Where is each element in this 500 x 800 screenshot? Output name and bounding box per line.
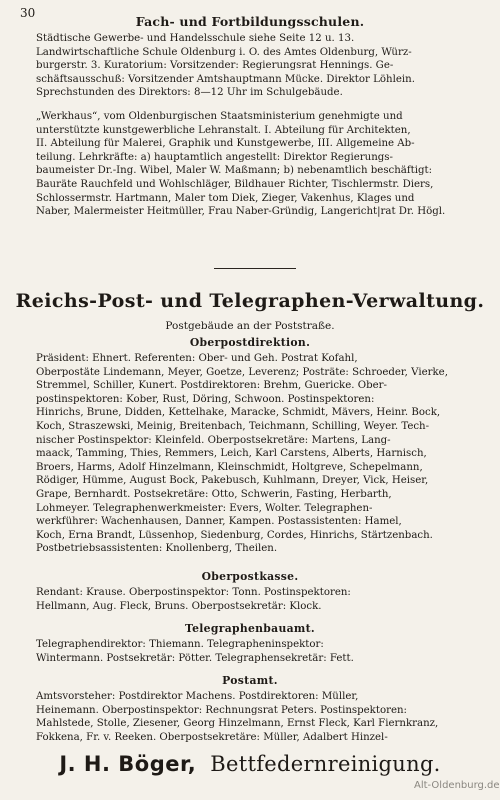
- text-line: Postbetriebsassistenten: Knollenberg, Theilen.: [36, 543, 278, 555]
- oberpostdirektion-text: [36, 352, 480, 556]
- text-line: Oberpostäte Lindemann, Meyer, Goetze, Leverenz; Posträte: Schroeder, Vierke,: [36, 366, 448, 378]
- text-line: schäftsausschuß: Vorsitzender Amtshauptmann Mücke. Direktor Löhlein.: [36, 73, 415, 85]
- telegraphenbauamt-text: [36, 638, 480, 665]
- text-line: Naber, Malermeister Heitmüller, Frau Naber-Gründig, Langericht|rat Dr. Högl.: [36, 206, 446, 218]
- text-line: Landwirtschaftliche Schule Oldenburg i. O. des Amtes Oldenburg, Würz-: [36, 46, 412, 58]
- text-line: Rendant: Krause. Oberpostinspektor: Tonn. Postinspektoren:: [36, 587, 351, 598]
- oberpostkasse-heading: Oberpostkasse.: [201, 570, 299, 583]
- advertisement-text: Bettfedernreinigung.: [210, 752, 441, 776]
- oberpostkasse-text: [36, 586, 480, 613]
- text-line: maack, Tamming, Thies, Remmers, Leich, Karl Carstens, Alberts, Harnisch,: [36, 448, 427, 460]
- advertiser-name: J. H. Böger,: [59, 752, 197, 776]
- section-divider: [214, 268, 296, 269]
- text-line: teilung. Lehrkräfte: a) hauptamtlich angestellt: Direktor Regierungs-: [36, 151, 393, 163]
- text-line: Lohmeyer. Telegraphenwerkmeister: Evers, Wolter. Telegraphen-: [36, 502, 373, 514]
- text-line: nischer Postinspektor: Kleinfeld. Oberpostsekretäre: Martens, Lang-: [36, 434, 391, 446]
- text-line: burgerstr. 3. Kuratorium: Vorsitzender: Regierungsrat Hennings. Ge-: [36, 60, 394, 72]
- text-line: Koch, Straszewski, Meinig, Breitenbach, Teichmann, Schilling, Weyer. Tech-: [36, 420, 430, 432]
- text-line: Stremmel, Schiller, Kunert. Postdirektoren: Brehm, Guericke. Ober-: [36, 380, 387, 392]
- advertisement: [0, 752, 500, 776]
- text-line: Mahlstede, Stolle, Ziesener, Georg Hinzelmann, Ernst Fleck, Karl Fiernkranz,: [36, 718, 439, 730]
- text-line: Hellmann, Aug. Fleck, Bruns. Oberpostsekretär: Klock.: [36, 600, 322, 612]
- text-line: Telegraphendirektor: Thiemann. Telegrapheninspektor:: [36, 639, 324, 650]
- text-line: Sprechstunden des Direktors: 8—12 Uhr im Schulgebäude.: [36, 87, 343, 99]
- oberpostdirektion-heading: Oberpostdirektion.: [189, 336, 311, 349]
- text-line: unterstützte kunstgewerbliche Lehranstalt. I. Abteilung für Architekten,: [36, 124, 411, 136]
- watermark: Alt-Oldenburg.de: [414, 780, 500, 791]
- text-line: baumeister Dr.-Ing. Wibel, Maler W. Maßmann; b) nebenamtlich beschäftigt:: [36, 165, 433, 177]
- text-line: Schlossermstr. Hartmann, Maler tom Diek, Zieger, Vakenhus, Klages und: [36, 192, 415, 204]
- text-line: Koch, Erna Brandt, Lüssenhop, Siedenburg, Cordes, Hinrichs, Stärtzenbach.: [36, 529, 433, 541]
- postamt-text: [36, 690, 480, 744]
- text-line: Bauräte Rauchfeld und Wohlschläger, Bildhauer Richter, Tischlermstr. Diers,: [36, 178, 434, 190]
- post-location: Postgebäude an der Poststraße.: [165, 320, 335, 332]
- text-line: Rödiger, Hümme, August Bock, Pakebusch, Kuhlmann, Dreyer, Vick, Heiser,: [36, 475, 429, 487]
- text-line: Amtsvorsteher: Postdirektor Machens. Postdirektoren: Müller,: [36, 691, 359, 702]
- school-section-heading: Fach- und Fortbildungsschulen.: [135, 14, 365, 29]
- school-paragraph-1: [36, 32, 480, 100]
- telegraphenbauamt-heading: Telegraphenbauamt.: [185, 622, 315, 635]
- text-line: II. Abteilung für Malerei, Graphik und Kunstgewerbe, III. Allgemeine Ab-: [36, 138, 415, 150]
- text-line: Präsident: Ehnert. Referenten: Ober- und Geh. Postrat Kofahl,: [36, 353, 358, 364]
- text-line: Städtische Gewerbe- und Handelsschule siehe Seite 12 u. 13.: [36, 33, 355, 44]
- post-section-heading: Reichs-Post- und Telegraphen-Verwaltung.: [15, 290, 485, 312]
- postamt-heading: Postamt.: [222, 674, 278, 687]
- text-line: Grape, Bernhardt. Postsekretäre: Otto, Schwerin, Fasting, Herbarth,: [36, 488, 392, 500]
- text-line: werkführer: Wachenhausen, Danner, Kampen. Postassistenten: Hamel,: [36, 516, 402, 528]
- text-line: „Werkhaus“, vom Oldenburgischen Staatsministerium genehmigte und: [36, 111, 403, 122]
- page-number: 30: [20, 6, 36, 20]
- text-line: Wintermann. Postsekretär: Pötter. Telegraphensekretär: Fett.: [36, 652, 354, 664]
- school-paragraph-2: [36, 110, 480, 219]
- text-line: postinspektoren: Kober, Rust, Döring, Schwoon. Postinspektoren:: [36, 393, 375, 405]
- text-line: Heinemann. Oberpostinspektor: Rechnungsrat Peters. Postinspektoren:: [36, 704, 407, 716]
- text-line: Hinrichs, Brune, Didden, Kettelhake, Maracke, Schmidt, Mävers, Heinr. Bock,: [36, 407, 441, 419]
- text-line: Broers, Harms, Adolf Hinzelmann, Kleinschmidt, Holtgreve, Schepelmann,: [36, 461, 423, 473]
- text-line: Fokkena, Fr. v. Reeken. Oberpostsekretäre: Müller, Adalbert Hinzel-: [36, 731, 388, 743]
